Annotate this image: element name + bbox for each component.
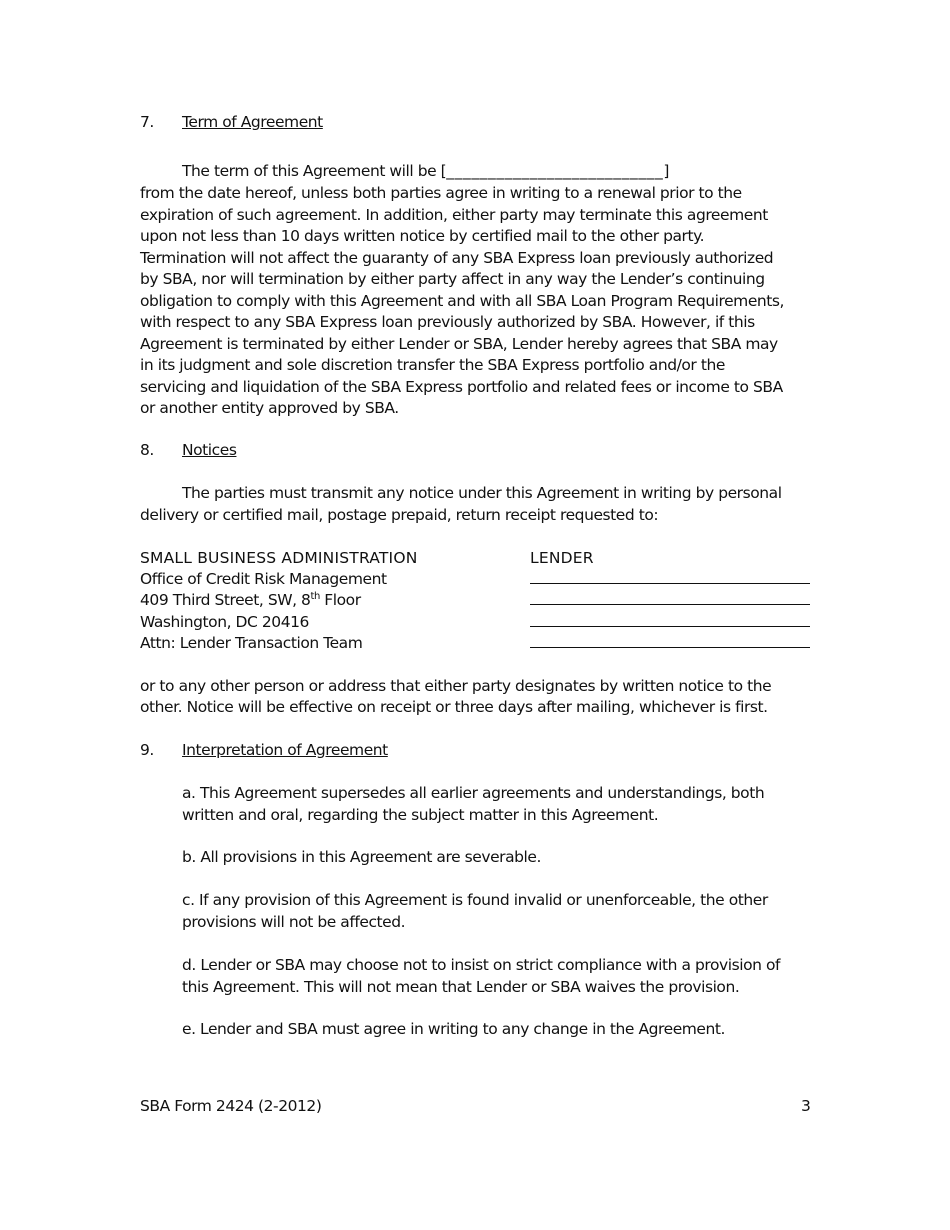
section-9-heading: Interpretation of Agreement [182, 741, 388, 759]
interpretation-item-b: b. All provisions in this Agreement are severable. [182, 848, 541, 866]
body-line: with respect to any SBA Express loan previously authorized by SBA. However, if this [140, 313, 755, 331]
section-7-heading: Term of Agreement [182, 113, 323, 131]
sba-office: Office of Credit Risk Management [140, 570, 387, 588]
sba-attn: Attn: Lender Transaction Team [140, 634, 363, 652]
lender-label: LENDER [530, 549, 594, 567]
notices-intro-line-1: The parties must transmit any notice under this Agreement in writing by personal [182, 484, 782, 502]
interpretation-item-c: c. If any provision of this Agreement is found invalid or unenforceable, the other provisions will not be affected. [182, 891, 768, 931]
sba-city: Washington, DC 20416 [140, 613, 309, 631]
ordinal-superscript: th [310, 590, 320, 602]
lender-line-1[interactable] [530, 569, 810, 591]
body-line: servicing and liquidation of the SBA Express portfolio and related fees or income to SBA [140, 377, 783, 396]
section-8-number: 8. [140, 441, 154, 459]
body-line: upon not less than 10 days written notice by certified mail to the other party. [140, 227, 705, 245]
interpretation-item-d: d. Lender or SBA may choose not to insist on strict compliance with a provision of this Agreement. This will not mean that Lender or SBA waives the provision. [182, 956, 780, 996]
body-line: expiration of such agreement. In addition, either party may terminate this agreement [140, 205, 768, 224]
section-9-number: 9. [140, 741, 154, 759]
section-7-number: 7. [140, 113, 154, 131]
notices-closing-line-1: or to any other person or address that either party designates by written notice to the [140, 677, 772, 695]
body-line: by SBA, nor will termination by either party affect in any way the Lender’s continuing [140, 270, 765, 288]
lender-line-3[interactable] [530, 612, 810, 634]
section-8-heading: Notices [182, 441, 237, 459]
body-line: from the date hereof, unless both parties agree in writing to a renewal prior to the [140, 184, 742, 202]
body-line: obligation to comply with this Agreement and with all SBA Loan Program Requirements, [140, 291, 785, 310]
body-line: or another entity approved by SBA. [140, 399, 399, 417]
interpretation-item-e: e. Lender and SBA must agree in writing to any change in the Agreement. [182, 1020, 725, 1038]
term-prefix: The term of this Agreement will be [ [182, 162, 447, 180]
body-line: in its judgment and sole discretion transfer the SBA Express portfolio and/or the [140, 356, 725, 374]
term-line [182, 161, 669, 183]
notices-closing-line-2: other. Notice will be effective on receipt or three days after mailing, whichever is first. [140, 698, 768, 716]
sba-street: 409 Third Street, SW, 8th Floor [140, 590, 361, 609]
body-line: Agreement is terminated by either Lender or SBA, Lender hereby agrees that SBA may [140, 334, 778, 353]
footer-page-number: 3 [801, 1097, 811, 1115]
notices-intro-line-2: delivery or certified mail, postage prepaid, return receipt requested to: [140, 506, 659, 524]
term-suffix: ] [663, 162, 669, 180]
body-line: Termination will not affect the guaranty of any SBA Express loan previously authorized [140, 248, 774, 267]
lender-line-2[interactable] [530, 590, 810, 612]
section-7-body [140, 183, 820, 420]
interpretation-item-a: a. This Agreement supersedes all earlier agreements and understandings, both written and oral, regarding the subject matter in this Agreement. [182, 784, 765, 824]
lender-line-4[interactable] [530, 633, 810, 655]
term-blank: __________________________ [446, 162, 664, 180]
footer-form-id: SBA Form 2424 (2-2012) [140, 1097, 322, 1115]
sba-name: SMALL BUSINESS ADMINISTRATION [140, 549, 418, 567]
